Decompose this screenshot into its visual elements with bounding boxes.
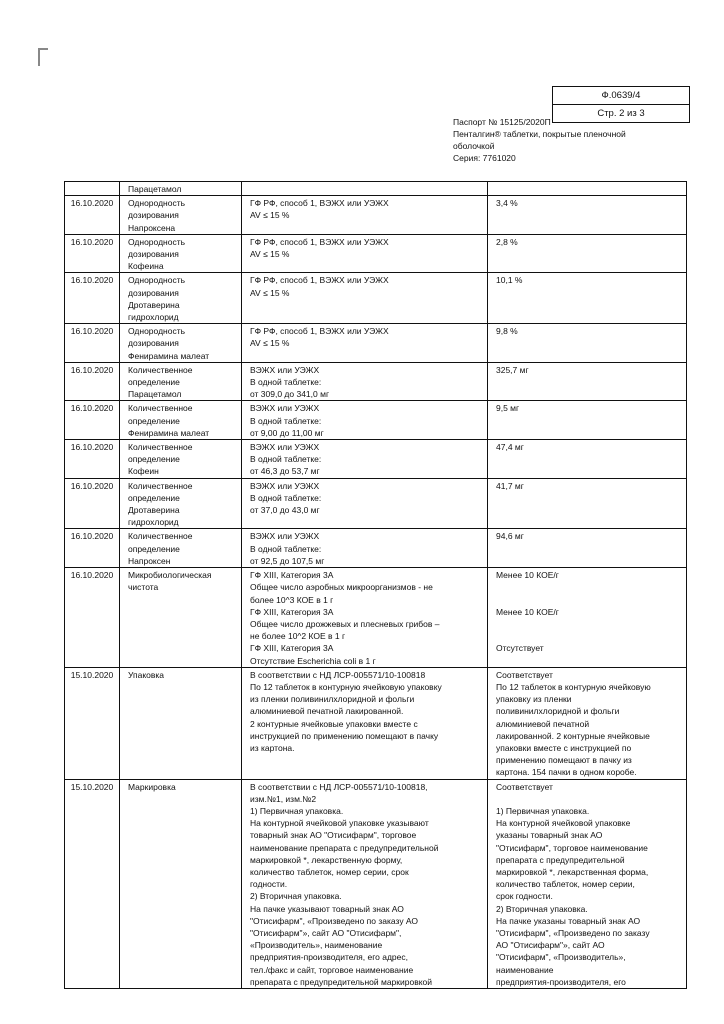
cell-line: наименование (496, 964, 554, 975)
method-cell (242, 324, 488, 363)
cell-line: На пачке указаны товарный знак АО (496, 915, 641, 926)
date-cell (65, 568, 120, 668)
cell-line: Парацетамол (128, 389, 182, 400)
cell-line: На пачке указывают товарный знак АО (250, 903, 404, 914)
cell-line: 325,7 мг (496, 364, 529, 375)
table-row (65, 478, 687, 529)
date-text: 16.10.2020 (70, 403, 114, 414)
cell-line: количество таблеток, номер серии, (496, 879, 635, 890)
cell-line: ГФ РФ, способ 1, ВЭЖХ или УЭЖХ (250, 326, 389, 337)
cell-line: поливинилхлоридной и фольги (496, 706, 620, 717)
result-cell (488, 779, 687, 988)
cell-line: из картона. (250, 742, 295, 753)
cell-line (496, 594, 683, 606)
cell-line: ГФ XIII, Категория 3А (250, 606, 334, 617)
result-cell (488, 440, 687, 479)
table-row (65, 273, 687, 324)
cell-line: маркировкой *, лекарственная форма, (496, 866, 649, 877)
date-text: 16.10.2020 (70, 236, 114, 247)
cell-line: определение (128, 454, 180, 465)
method-cell (242, 779, 488, 988)
cell-line: картона. 154 пачки в одном коробе. (496, 767, 637, 778)
cell-line: из пленки поливинилхлоридной и фольги (250, 694, 415, 705)
cell-line: упаковку из пленки (496, 694, 572, 705)
date-text: 16.10.2020 (70, 570, 114, 581)
cell-line (496, 581, 683, 593)
cell-line: 2) Вторичная упаковка. (250, 891, 342, 902)
result-cell (488, 568, 687, 668)
cell-line: AV ≤ 15 % (250, 338, 290, 349)
date-text: 16.10.2020 (70, 326, 114, 337)
cell-line: ВЭЖХ или УЭЖХ (250, 531, 320, 542)
cell-line: Маркировка (128, 781, 176, 792)
cell-line: 2 контурные ячейковые упаковки вместе с (250, 718, 418, 729)
table-row (65, 324, 687, 363)
test-cell (120, 440, 242, 479)
cell-line: товарный знак АО "Отисифарм", торговое (250, 830, 417, 841)
cell-line: 1) Первичная упаковка. (496, 805, 590, 816)
cell-line: от 309,0 до 341,0 мг (250, 389, 330, 400)
test-cell (120, 478, 242, 529)
date-cell (65, 667, 120, 779)
cell-line: "Отисифарм", «Производитель», (496, 952, 626, 963)
cell-line: определение (128, 492, 180, 503)
passport-line: Серия: 7761020 (453, 153, 516, 163)
cell-line: В соответствии с НД ЛСР-005571/10-100818, (250, 781, 428, 792)
cell-line: наименование препарата с предупредительной (250, 842, 439, 853)
cell-line: Кофеина (128, 261, 164, 272)
test-cell (120, 362, 242, 401)
cell-line: годности. (250, 879, 288, 890)
date-cell (65, 234, 120, 273)
table-row (65, 362, 687, 401)
passport-line: Пенталгин® таблетки, покрытые пленочной (453, 129, 626, 139)
date-cell (65, 401, 120, 440)
test-cell (120, 529, 242, 568)
cell-line: Количественное (128, 480, 193, 491)
cell-line: 41,7 мг (496, 480, 524, 491)
cell-line: 10,1 % (496, 275, 523, 286)
method-cell (242, 568, 488, 668)
cell-line: "Отисифарм", торговое наименование (496, 842, 648, 853)
cell-line: Количественное (128, 442, 193, 453)
cell-line: AV ≤ 15 % (250, 210, 290, 221)
cell-line: от 92,5 до 107,5 мг (250, 555, 325, 566)
date-cell (65, 440, 120, 479)
cell-line: гидрохлорид (128, 517, 179, 528)
cell-line: от 9,00 до 11,00 мг (250, 427, 324, 438)
passport-line: оболочкой (453, 141, 495, 151)
result-cell (488, 196, 687, 235)
cell-line: от 37,0 до 43,0 мг (250, 505, 320, 516)
date-text: 16.10.2020 (70, 364, 114, 375)
cell-line: указаны товарный знак АО (496, 830, 603, 841)
cell-line: лакированной. 2 контурные ячейковые (496, 730, 650, 741)
cell-line: ГФ XIII, Категория 3А (250, 643, 334, 654)
test-cell (120, 324, 242, 363)
table-cell (488, 182, 687, 196)
cell-line: Менее 10 КОЕ/г (496, 570, 559, 581)
method-cell (242, 667, 488, 779)
cell-line: AV ≤ 15 % (250, 287, 290, 298)
cell-line: Дротаверина (128, 299, 180, 310)
cell-line: Фенирамина малеат (128, 350, 210, 361)
method-cell (242, 234, 488, 273)
cell-line: применению помещают в пачку из (496, 755, 632, 766)
cell-line: упаковки вместе с инструкцией по (496, 742, 632, 753)
method-cell (242, 401, 488, 440)
cell-line: Дротаверина (128, 505, 180, 516)
date-cell (65, 273, 120, 324)
cell-line: 94,6 мг (496, 531, 524, 542)
cell-line: алюминиевой печатной лакированной. (250, 706, 404, 717)
cell-line: определение (128, 415, 180, 426)
method-cell (242, 529, 488, 568)
cell-line: Однородность (128, 326, 186, 337)
cell-line: 3,4 % (496, 198, 518, 209)
cell-line: более 10^3 КОЕ в 1 г (250, 594, 334, 605)
date-cell (65, 779, 120, 988)
cell-line: Количественное (128, 531, 193, 542)
method-cell (242, 440, 488, 479)
test-cell (120, 273, 242, 324)
date-cell (65, 324, 120, 363)
method-cell (242, 478, 488, 529)
date-text: 16.10.2020 (70, 275, 114, 286)
cell-line: 1) Первичная упаковка. (250, 805, 344, 816)
date-text: 15.10.2020 (70, 781, 114, 792)
date-text: 16.10.2020 (70, 198, 114, 209)
cell-line: В одной таблетке: (250, 454, 322, 465)
test-cell (120, 196, 242, 235)
cell-line: На контурной ячейковой упаковке указывают (250, 818, 429, 829)
date-cell (65, 478, 120, 529)
cell-line: 2,8 % (496, 236, 518, 247)
table-row (65, 182, 687, 196)
cell-line: "Отисифарм"», сайт АО "Отисифарм", (250, 927, 402, 938)
table-row (65, 234, 687, 273)
cell-line: Общее число дрожжевых и плесневых грибов – (250, 618, 440, 629)
cell-line: По 12 таблеток в контурную ячейковую упаковку (250, 681, 442, 692)
cell-line (496, 793, 683, 805)
cell-line (496, 630, 683, 642)
result-cell (488, 529, 687, 568)
date-cell (65, 362, 120, 401)
cell-line: Соответствует (496, 781, 553, 792)
cell-line: На контурной ячейковой упаковке (496, 818, 631, 829)
cell-line: ВЭЖХ или УЭЖХ (250, 403, 320, 414)
cell-line: маркировкой *, лекарственную форму, (250, 854, 403, 865)
cell-line: чистота (128, 582, 159, 593)
method-cell (242, 362, 488, 401)
cell-line: определение (128, 543, 180, 554)
table-row (65, 568, 687, 668)
cell-line: Напроксена (128, 222, 176, 233)
date-text: 16.10.2020 (70, 442, 114, 453)
cell-line (496, 618, 683, 630)
cell-line: срок годности. (496, 891, 553, 902)
cell-line: Соответствует (496, 669, 553, 680)
cell-line: 2) Вторичная упаковка. (496, 903, 588, 914)
passport-line: Паспорт № 15125/2020П (453, 117, 551, 127)
cell-line: ГФ РФ, способ 1, ВЭЖХ или УЭЖХ (250, 236, 389, 247)
table-row (65, 667, 687, 779)
cell-line: «Производитель», наименование (250, 940, 383, 951)
cell-line: "Отисифарм", «Произведено по заказу АО (250, 915, 419, 926)
test-cell (120, 779, 242, 988)
table-cell (65, 182, 120, 196)
date-text: 16.10.2020 (70, 480, 114, 491)
result-cell (488, 234, 687, 273)
cell-line: дозирования (128, 338, 179, 349)
cell-line: 47,4 мг (496, 442, 524, 453)
cell-line: алюминиевой печатной (496, 718, 590, 729)
cell-line: ВЭЖХ или УЭЖХ (250, 480, 320, 491)
cell-line: Отсутствие Escherichia coli в 1 г (250, 655, 376, 666)
result-cell (488, 362, 687, 401)
result-cell (488, 273, 687, 324)
test-cell (120, 667, 242, 779)
cell-line: Менее 10 КОЕ/г (496, 606, 559, 617)
date-cell (65, 529, 120, 568)
cell-line: Однородность (128, 236, 186, 247)
cell-line: изм.№1, изм.№2 (250, 793, 317, 804)
cell-line: Упаковка (128, 669, 165, 680)
cell-line: дозирования (128, 287, 179, 298)
result-cell (488, 401, 687, 440)
table-cell: Парацетамол (120, 182, 242, 196)
table-row (65, 196, 687, 235)
cell-line: ГФ РФ, способ 1, ВЭЖХ или УЭЖХ (250, 198, 389, 209)
cell-line: Фенирамина малеат (128, 427, 210, 438)
table-row (65, 401, 687, 440)
table-row (65, 779, 687, 988)
crop-mark (38, 48, 48, 50)
cell-line: гидрохлорид (128, 312, 179, 323)
passport-header (453, 116, 653, 164)
cell-line: тел./факс и сайт, торговое наименование (250, 964, 414, 975)
cell-line: В соответствии с НД ЛСР-005571/10-100818 (250, 669, 426, 680)
cell-line: препарата с предупредительной маркировкой (250, 976, 432, 987)
cell-line: количество таблеток, номер серии, срок (250, 866, 409, 877)
date-text: 16.10.2020 (70, 531, 114, 542)
cell-line: AV ≤ 15 % (250, 249, 290, 260)
table-cell (242, 182, 488, 196)
cell-line: ВЭЖХ или УЭЖХ (250, 442, 320, 453)
cell-line: не более 10^2 КОЕ в 1 г (250, 631, 346, 642)
table-row (65, 440, 687, 479)
cell-line: 9,8 % (496, 326, 518, 337)
cell-line: дозирования (128, 249, 179, 260)
cell-line: Общее число аэробных микроорганизмов - не (250, 582, 433, 593)
test-cell (120, 568, 242, 668)
cell-line: ГФ РФ, способ 1, ВЭЖХ или УЭЖХ (250, 275, 389, 286)
cell-line: В одной таблетке: (250, 492, 322, 503)
cell-line: инструкцией по применению помещают в пачку (250, 730, 439, 741)
form-code: Ф.0639/4 (601, 90, 641, 101)
cell-line: от 46,3 до 53,7 мг (250, 466, 320, 477)
cell-line: Количественное (128, 364, 193, 375)
cell-line: ВЭЖХ или УЭЖХ (250, 364, 320, 375)
method-cell (242, 273, 488, 324)
cell-line: дозирования (128, 210, 179, 221)
cell-line: "Отисифарм", «Произведено по заказу (496, 927, 650, 938)
cell-line: предприятия-производителя, его адрес, (250, 952, 408, 963)
cell-line: предприятия-производителя, его (496, 976, 626, 987)
crop-mark (38, 48, 40, 66)
results-table (64, 181, 687, 989)
cell-line: препарата с предупредительной (496, 854, 625, 865)
cell-line: В одной таблетке: (250, 543, 322, 554)
date-text: 15.10.2020 (70, 669, 114, 680)
cell-line: ГФ XIII, Категория 3А (250, 570, 334, 581)
cell-line: АО "Отисифарм"», сайт АО (496, 940, 605, 951)
test-cell (120, 234, 242, 273)
cell-line: определение (128, 377, 180, 388)
page-number: Стр. 2 из 3 (553, 104, 689, 122)
method-cell (242, 196, 488, 235)
cell-line: Кофеин (128, 466, 159, 477)
cell-line: По 12 таблеток в контурную ячейковую (496, 681, 651, 692)
cell-line: 9,5 мг (496, 403, 520, 414)
result-cell (488, 667, 687, 779)
cell-line: Однородность (128, 198, 186, 209)
cell-line: Количественное (128, 403, 193, 414)
cell-line: Отсутствует (496, 643, 544, 654)
cell-line: Микробиологическая (128, 570, 212, 581)
date-cell (65, 196, 120, 235)
cell-line: В одной таблетке: (250, 415, 322, 426)
table-row (65, 529, 687, 568)
test-cell (120, 401, 242, 440)
result-cell (488, 478, 687, 529)
cell-line: В одной таблетке: (250, 377, 322, 388)
cell-line: Напроксен (128, 555, 171, 566)
cell-line: Однородность (128, 275, 186, 286)
result-cell (488, 324, 687, 363)
